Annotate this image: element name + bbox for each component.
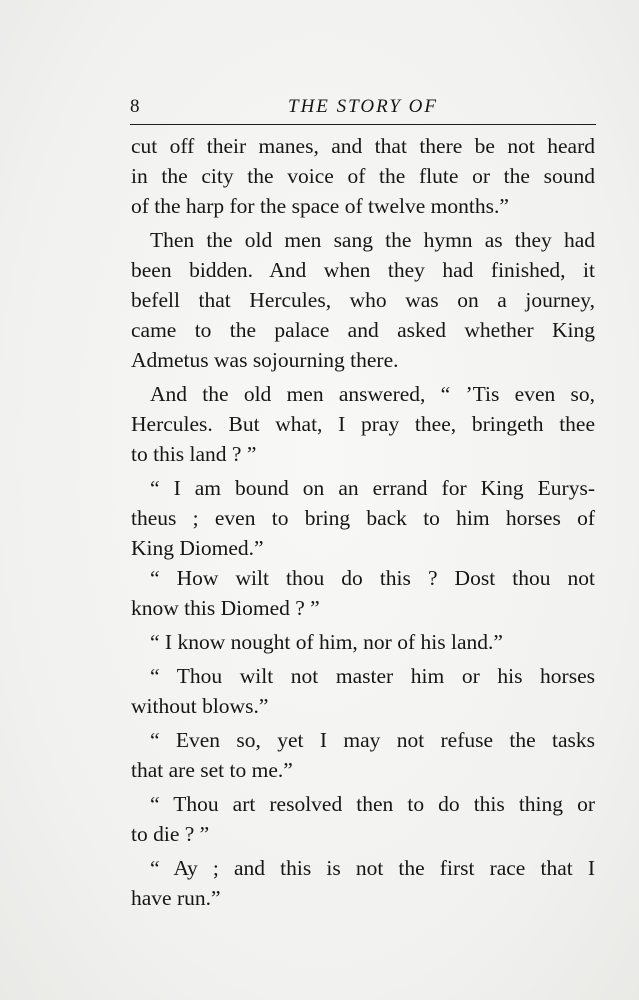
text-line: Then the old men sang the hymn as they had [150, 228, 595, 252]
text-line: And the old men answered, “ ’Tis even so, [150, 382, 595, 406]
text-line: know this Diomed ? ” [131, 596, 320, 620]
paragraph [131, 379, 595, 469]
paragraph [131, 627, 595, 657]
text-line: to die ? ” [131, 822, 210, 846]
paragraph [131, 563, 595, 623]
text-line: “ Thou art resolved then to do this thing or [150, 792, 595, 816]
text-line: without blows.” [131, 694, 269, 718]
text-line: in the city the voice of the flute or the sound [131, 164, 595, 188]
text-line: of the harp for the space of twelve months.” [131, 194, 509, 218]
text-line: befell that Hercules, who was on a journey, [131, 288, 595, 312]
running-head [130, 94, 596, 120]
paragraph [131, 789, 595, 849]
page-number: 8 [130, 96, 140, 117]
text-line: came to the palace and asked whether King [131, 318, 595, 342]
text-line: that are set to me.” [131, 758, 293, 782]
text-line: “ How wilt thou do this ? Dost thou not [150, 566, 595, 590]
paragraph [131, 725, 595, 785]
text-line: Admetus was sojourning there. [131, 348, 399, 372]
text-line: Hercules. But what, I pray thee, bringeth thee [131, 412, 595, 436]
paragraph [131, 473, 595, 563]
header-rule [130, 124, 596, 125]
body-text [131, 131, 595, 913]
text-line: “ Ay ; and this is not the first race that I [150, 856, 595, 880]
paragraph [131, 131, 595, 221]
text-line: “ I am bound on an errand for King Eurys- [150, 476, 595, 500]
text-line: “ I know nought of him, nor of his land.” [150, 630, 503, 654]
text-line: “ Even so, yet I may not refuse the tasks [150, 728, 595, 752]
paragraph [131, 225, 595, 375]
running-title: THE STORY OF [288, 96, 438, 117]
text-line: have run.” [131, 886, 221, 910]
text-line: to this land ? ” [131, 442, 257, 466]
paragraph [131, 661, 595, 721]
text-line: cut off their manes, and that there be not heard [131, 134, 595, 158]
text-line: King Diomed.” [131, 536, 264, 560]
text-line: theus ; even to bring back to him horses of [131, 506, 595, 530]
text-line: been bidden. And when they had finished, it [131, 258, 595, 282]
text-line: “ Thou wilt not master him or his horses [150, 664, 595, 688]
paragraph [131, 853, 595, 913]
